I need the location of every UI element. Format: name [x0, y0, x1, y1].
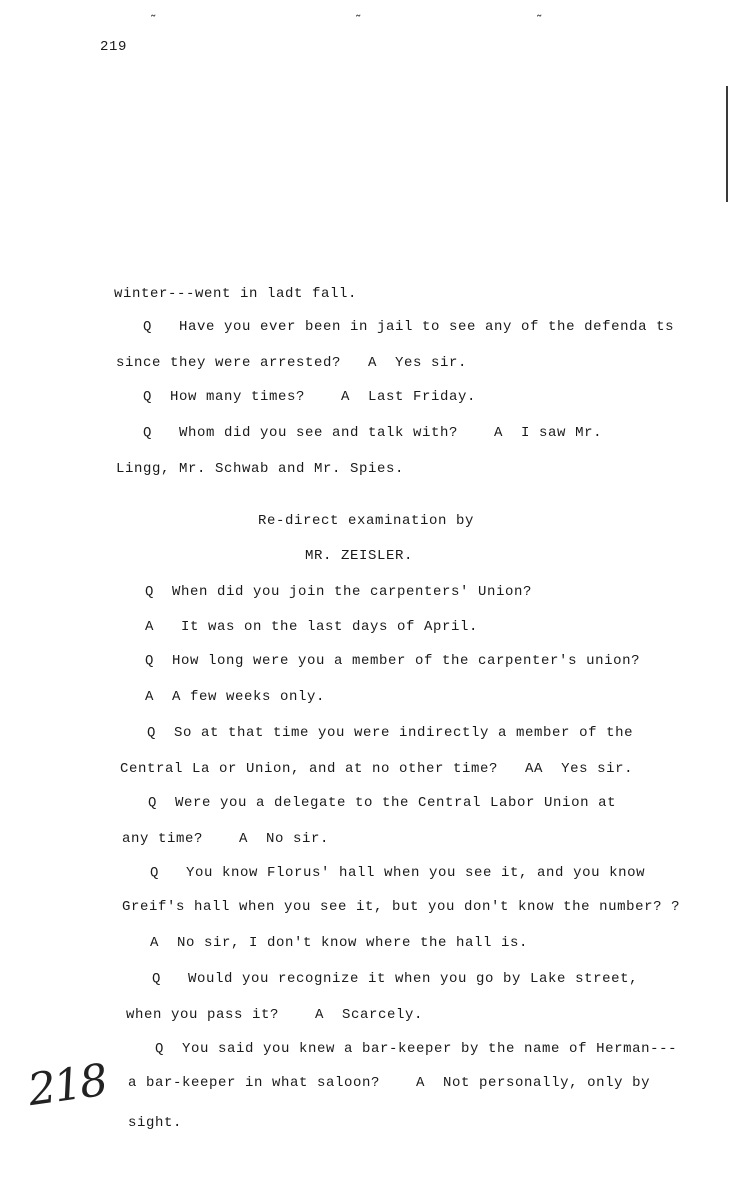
transcript-line-22: Q You said you knew a bar-keeper by the name of Herman---: [155, 1041, 678, 1057]
transcript-line-1: winter---went in ladt fall.: [114, 286, 358, 302]
transcript-line-17: Q You know Florus' hall when you see it, and you know: [150, 865, 646, 881]
transcript-line-15: Q Were you a delegate to the Central Labor Union at: [148, 795, 617, 811]
examiner-name: MR. ZEISLER.: [305, 548, 414, 564]
transcript-line-2: Q Have you ever been in jail to see any of the defenda ts: [143, 319, 675, 335]
top-mark-left: ˷: [150, 3, 157, 18]
transcript-line-9: Q When did you join the carpenters' Union?: [145, 584, 533, 600]
transcript-line-21: when you pass it? A Scarcely.: [126, 1007, 424, 1023]
transcript-line-20: Q Would you recognize it when you go by Lake street,: [152, 971, 639, 987]
transcript-line-24: sight.: [128, 1115, 183, 1131]
transcript-line-13: Q So at that time you were indirectly a member of the: [147, 725, 634, 741]
transcript-line-23: a bar-keeper in what saloon? A Not personally, only by: [128, 1075, 651, 1091]
transcript-line-10: A It was on the last days of April.: [145, 619, 479, 635]
transcript-line-5: Q Whom did you see and talk with? A I saw Mr.: [143, 425, 603, 441]
transcript-line-18: Greif's hall when you see it, but you don't know the number? ?: [122, 899, 681, 915]
transcript-line-3: since they were arrested? A Yes sir.: [116, 355, 468, 371]
transcript-line-11: Q How long were you a member of the carpenter's union?: [145, 653, 641, 669]
page-number: 219: [100, 39, 128, 55]
top-mark-right: ˷: [536, 3, 543, 18]
transcript-line-6: Lingg, Mr. Schwab and Mr. Spies.: [116, 461, 405, 477]
transcript-line-12: A A few weeks only.: [145, 689, 326, 705]
transcript-line-19: A No sir, I don't know where the hall is.: [150, 935, 529, 951]
transcript-line-16: any time? A No sir.: [122, 831, 330, 847]
top-mark-center: ˷: [355, 3, 362, 18]
transcript-line-4: Q How many times? A Last Friday.: [143, 389, 477, 405]
section-heading: Re-direct examination by: [258, 513, 475, 529]
transcript-line-14: Central La or Union, and at no other time? AA Yes sir.: [120, 761, 634, 777]
handwritten-page-number: 218: [24, 1054, 110, 1117]
margin-rule: [726, 86, 728, 202]
